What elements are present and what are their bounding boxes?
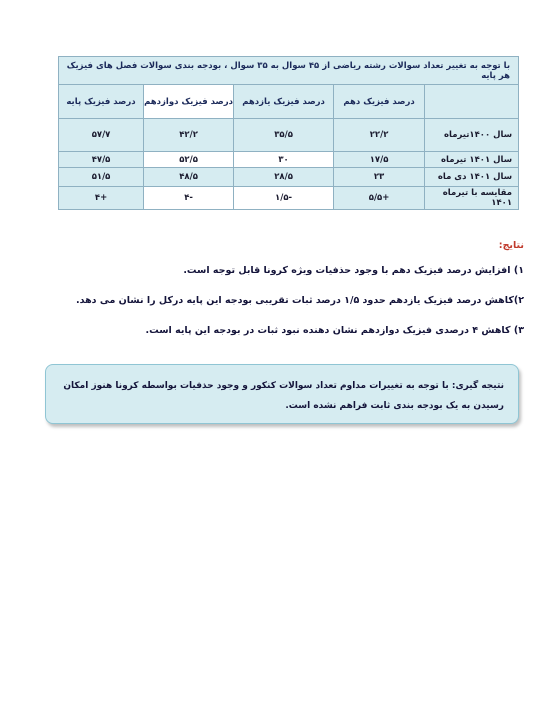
table-cell: ۵۱/۵ [59, 168, 144, 187]
header-cell-empty [425, 85, 519, 119]
table-cell: ۴۲/۲ [144, 119, 234, 152]
results-title: نتایج: [498, 240, 524, 251]
table-cell: ۲۸/۵ [234, 168, 334, 187]
table-row [59, 168, 519, 187]
header-cell: درصد فیزیک دوازدهم [144, 85, 234, 119]
result-item: ۳) کاهش ۴ درصدی فیزیک دوازدهم نشان دهنده نبود ثبات در بودجه این پایه است. [145, 325, 524, 336]
table-cell: ۳۰ [234, 152, 334, 168]
table-cell: ۲۲/۲ [334, 119, 425, 152]
result-item: ۲)کاهش درصد فیزیک یازدهم حدود ۱/۵ درصد ثبات تقریبی بودجه این پایه درکل را نشان می دهد. [75, 295, 524, 306]
table-cell: +۴ [59, 187, 144, 210]
result-item: ۱) افزایش درصد فیزیک دهم با وجود حذفیات ویژه کرونا قابل توجه است. [183, 265, 524, 276]
table-row [59, 187, 519, 210]
table-cell: ۴۷/۵ [59, 152, 144, 168]
row-label: سال ۱۴۰۰تیرماه [425, 119, 519, 152]
results-section [24, 240, 524, 355]
table-cell: -۴ [144, 187, 234, 210]
table-cell: +۵/۵ [334, 187, 425, 210]
conclusion-box: نتیجه گیری: با توجه به تغییرات مداوم تعداد سوالات کنکور و وجود حذفیات بواسطه کرونا هنوز امکان رسیدن به یک بودجه بندی ثابت فراهم نشده است. [45, 364, 519, 424]
budget-table [58, 56, 519, 210]
header-cell: درصد فیزیک یازدهم [234, 85, 334, 119]
table-cell: ۴۸/۵ [144, 168, 234, 187]
header-cell: درصد فیزیک پایه [59, 85, 144, 119]
table-caption: با توجه به تغییر تعداد سوالات رشته ریاضی از ۴۵ سوال به ۳۵ سوال ، بودجه بندی سوالات فصل های فیزیک هر پایه [59, 57, 519, 85]
row-label: سال ۱۴۰۱ تیرماه [425, 152, 519, 168]
table-row [59, 119, 519, 152]
table-row [59, 152, 519, 168]
table-cell: ۱۷/۵ [334, 152, 425, 168]
row-label: مقایسه با تیرماه ۱۴۰۱ [425, 187, 519, 210]
table-cell: -۱/۵ [234, 187, 334, 210]
table-cell: ۵۲/۵ [144, 152, 234, 168]
header-cell: درصد فیزیک دهم [334, 85, 425, 119]
table-cell: ۲۳ [334, 168, 425, 187]
table-cell: ۵۷/۷ [59, 119, 144, 152]
row-label: سال ۱۴۰۱ دی ماه [425, 168, 519, 187]
table-cell: ۳۵/۵ [234, 119, 334, 152]
